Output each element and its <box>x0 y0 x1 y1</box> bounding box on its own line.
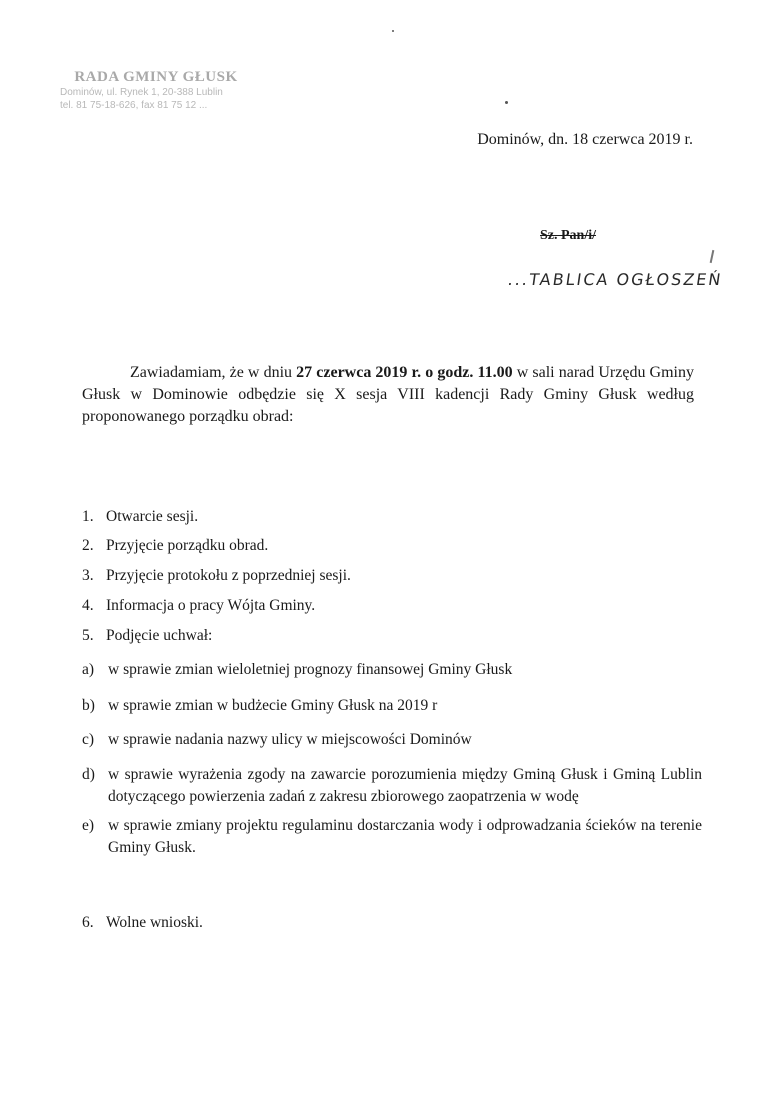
resolution-item <box>82 815 702 859</box>
agenda-marker: 4. <box>82 597 94 614</box>
letterhead-phone: tel. 81 75-18-626, fax 81 75 12 ... <box>60 100 208 111</box>
letterhead-org-name: RADA GMINY GŁUSK <box>74 69 238 85</box>
resolution-marker: b) <box>82 697 95 714</box>
agenda-marker: 1. <box>82 508 94 525</box>
agenda-item <box>82 912 702 934</box>
resolution-item <box>82 659 702 681</box>
resolution-text: w sprawie zmian wieloletniej prognozy finansowej Gminy Głusk <box>108 661 513 678</box>
handwritten-mark <box>710 250 715 263</box>
resolution-marker: e) <box>82 817 95 834</box>
intro-text-start: Zawiadamiam, że w dniu <box>130 364 297 381</box>
resolution-marker: c) <box>82 731 95 748</box>
meeting-date-time: 27 czerwca 2019 r. o godz. 11.00 <box>296 364 513 381</box>
date-line: Dominów, dn. 18 czerwca 2019 r. <box>477 131 693 148</box>
agenda-marker: 2. <box>82 537 94 554</box>
agenda-item <box>82 506 702 528</box>
agenda-text: Podjęcie uchwał: <box>106 627 213 644</box>
agenda-text: Otwarcie sesji. <box>106 508 199 525</box>
intro-text-end: w sali narad Urzędu Gminy Głusk w Dominowie odbędzie się X sesja VIII kadencji Rady Gminy Głusk według proponowanego porządku obrad: <box>82 364 695 425</box>
scan-speck <box>505 101 508 104</box>
agenda-marker: 6. <box>82 914 94 931</box>
agenda-item <box>82 535 702 557</box>
letterhead-stamp <box>56 68 256 112</box>
resolution-text: w sprawie nadania nazwy ulicy w miejscowości Dominów <box>108 731 472 748</box>
resolution-text: w sprawie zmiany projektu regulaminu dostarczania wody i odprowadzania ścieków na terenie Gminy Głusk. <box>108 817 702 856</box>
agenda-text: Przyjęcie protokołu z poprzedniej sesji. <box>106 567 351 584</box>
agenda-marker: 3. <box>82 567 94 584</box>
letterhead-address: Dominów, ul. Rynek 1, 20-388 Lublin <box>60 87 223 98</box>
agenda-text: Wolne wnioski. <box>106 914 203 931</box>
handwritten-addressee: ...TABLICA OGŁOSZEŃ <box>506 270 724 289</box>
notice-paragraph <box>82 362 694 428</box>
agenda-item <box>82 565 702 587</box>
resolution-marker: a) <box>82 661 95 678</box>
resolution-item <box>82 729 702 751</box>
resolution-item <box>82 695 702 717</box>
resolution-marker: d) <box>82 766 95 783</box>
resolution-text: w sprawie zmian w budżecie Gminy Głusk na 2019 r <box>108 697 438 714</box>
scan-speck <box>392 30 394 32</box>
agenda-text: Informacja o pracy Wójta Gminy. <box>106 597 316 614</box>
agenda-item <box>82 595 702 617</box>
agenda-item <box>82 625 702 647</box>
resolution-text: w sprawie wyrażenia zgody na zawarcie porozumienia między Gminą Głusk i Gminą Lublin dotyczącego powierzenia zadań z zakresu zbiorowego zaopatrzenia w wodę <box>108 766 702 805</box>
addressee-salutation: Sz. Pan/i/ <box>540 228 597 243</box>
agenda-text: Przyjęcie porządku obrad. <box>106 537 269 554</box>
resolution-item <box>82 764 702 808</box>
agenda-marker: 5. <box>82 627 94 644</box>
